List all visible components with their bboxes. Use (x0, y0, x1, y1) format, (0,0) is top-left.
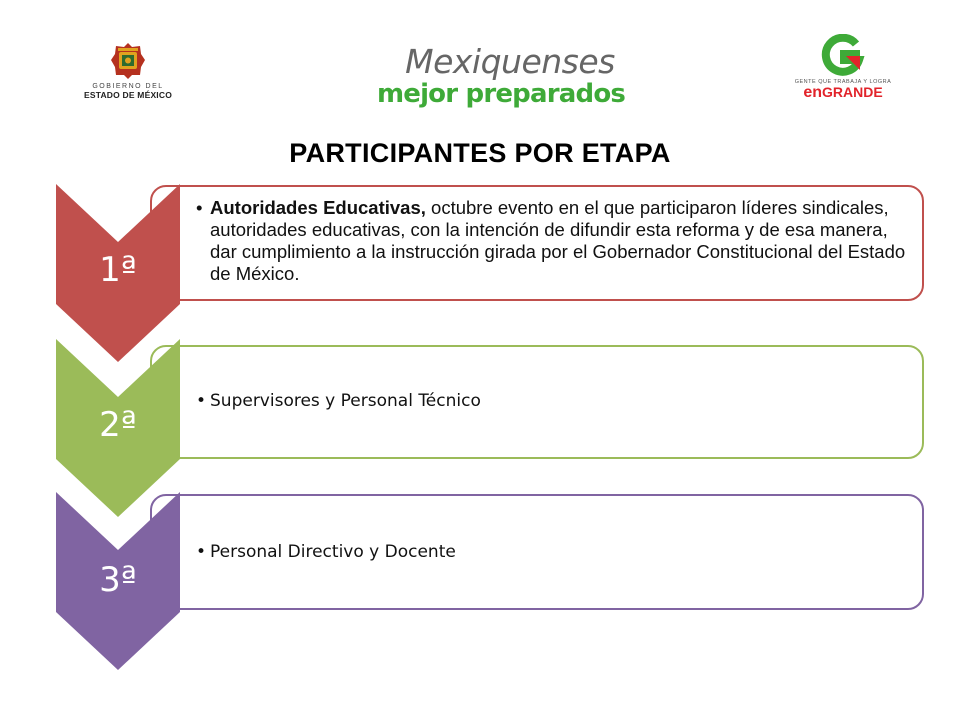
engrande-tagline: GENTE QUE TRABAJA Y LOGRA (794, 79, 892, 85)
engrande-logo (794, 34, 892, 106)
stage-2-text (196, 390, 916, 412)
stage-1-number: 1ª (99, 250, 137, 290)
stage-2-bullet: • (196, 391, 207, 411)
g-logo-icon (820, 34, 866, 78)
stage-1-bold: Autoridades Educativas, (210, 197, 426, 218)
stage-3-bullet: • (196, 542, 207, 562)
page-title: PARTICIPANTES POR ETAPA (289, 138, 671, 168)
state-seal-icon (110, 42, 146, 80)
gov-logo-line2: ESTADO DE MÉXICO (83, 90, 173, 100)
stage-2-number: 2ª (99, 405, 137, 445)
stage-1-content (196, 197, 916, 285)
program-logo-line1: Mexiquenses (405, 42, 615, 81)
stage-1-description: octubre evento en el que participaron líderes sindicales, autoridades educativas, con la intención de difundir esta reforma y de esa manera, dar cumplimiento a la instrucción girada por el Gobernador Constitucional del Estado de México. (210, 197, 906, 284)
program-logo (376, 42, 640, 124)
stage-3-number: 3ª (99, 560, 137, 600)
engrande-brand-grande: GRANDE (822, 84, 883, 100)
stage-3-text (196, 541, 916, 563)
stage-1-bullet: • (196, 197, 203, 218)
stage-1-text (196, 197, 916, 285)
engrande-brand-en: en (803, 84, 822, 101)
stage-2-content: Supervisores y Personal Técnico (210, 391, 481, 411)
gov-logo (78, 42, 178, 108)
gov-logo-line1: GOBIERNO DEL (92, 83, 164, 90)
program-logo-line2: mejor preparados (376, 79, 626, 109)
stage-3-content: Personal Directivo y Docente (210, 542, 456, 562)
engrande-brand (803, 85, 882, 100)
